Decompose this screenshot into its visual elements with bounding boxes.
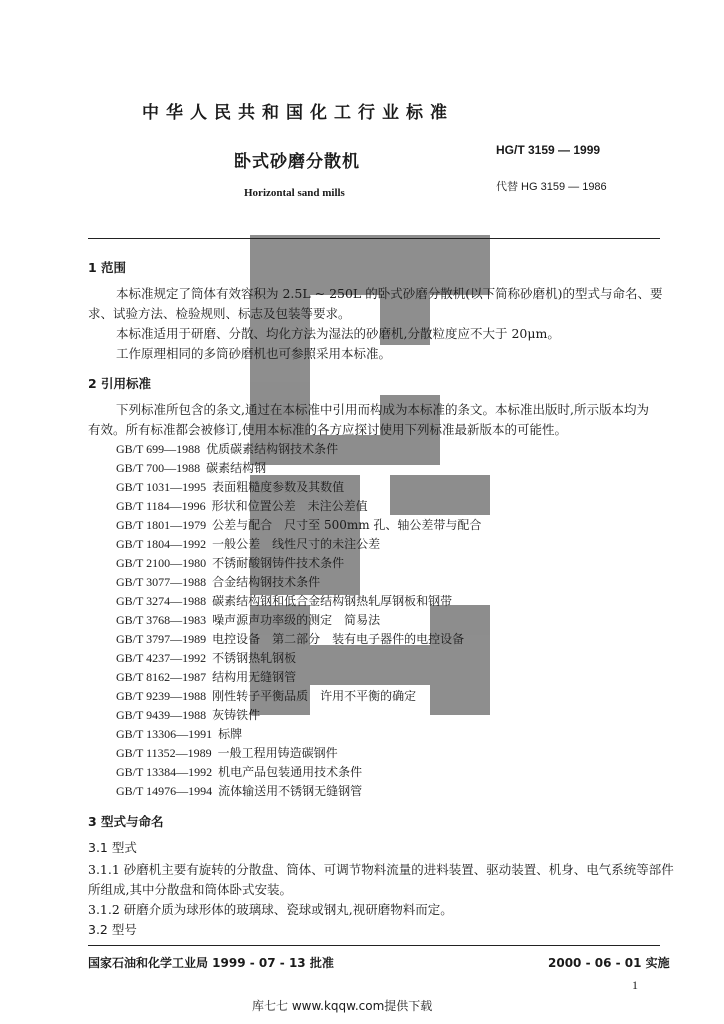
reference-code: GB/T 13384—1992: [116, 765, 213, 779]
reference-code: GB/T 699—1988: [116, 442, 201, 456]
reference-code: GB/T 3797—1989: [116, 632, 207, 646]
reference-item: [116, 554, 344, 571]
section-2-intro-b: 有效。所有标准都会被修订,使用本标准的各方应探讨使用下列标准最新版本的可能性。: [88, 422, 567, 437]
title-english: Horizontal sand mills: [244, 187, 345, 199]
section-2-intro-a: 下列标准所包含的条文,通过在本标准中引用而构成为本标准的条文。本标准出版时,所示版本均为: [116, 402, 649, 417]
reference-code: GB/T 3768—1983: [116, 613, 207, 627]
reference-title: 机电产品包装通用技术条件: [218, 765, 363, 779]
section-3-1-1b: 所组成,其中分散盘和筒体卧式安装。: [88, 882, 292, 897]
reference-title: 流体输送用不锈钢无缝钢管: [218, 784, 363, 798]
reference-item: [116, 725, 242, 742]
issuer-approval: 国家石油和化学工业局 1999 - 07 - 13 批准: [88, 956, 334, 970]
reference-code: GB/T 3274—1988: [116, 594, 207, 608]
reference-item: [116, 478, 344, 495]
reference-title: 不锈耐酸钢铸件技术条件: [212, 556, 345, 570]
section-1-para-3: 工作原理相同的多筒砂磨机也可参照采用本标准。: [116, 346, 392, 361]
reference-title: 电控设备 第二部分 装有电子器件的电控设备: [212, 632, 465, 646]
reference-title: 碳素结构钢和低合金结构钢热轧厚钢板和钢带: [212, 594, 453, 608]
reference-item: [116, 440, 338, 457]
reference-item: [116, 459, 266, 476]
section-2-heading: 2 引用标准: [88, 376, 152, 391]
reference-code: GB/T 2100—1980: [116, 556, 207, 570]
section-3-1-heading: 3.1 型式: [88, 840, 137, 855]
reference-item: [116, 706, 260, 723]
reference-code: GB/T 14976—1994: [116, 784, 213, 798]
reference-code: GB/T 3077—1988: [116, 575, 207, 589]
section-1-para-1a: 本标准规定了筒体有效容积为 2.5L ~ 250L 的卧式砂磨分散机(以下简称砂磨机)的型式与命名、要: [116, 286, 663, 301]
section-3-2-heading: 3.2 型号: [88, 922, 137, 937]
reference-title: 不锈钢热轧钢板: [212, 651, 297, 665]
section-3-1-2: 3.1.2 研磨介质为球形体的玻璃球、瓷球或钢丸,视研磨物料而定。: [88, 902, 453, 917]
reference-code: GB/T 13306—1991: [116, 727, 213, 741]
reference-item: [116, 516, 481, 533]
reference-title: 一般工程用铸造碳钢件: [217, 746, 338, 760]
reference-code: GB/T 1804—1992: [116, 537, 207, 551]
section-1-para-2: 本标准适用于研磨、分散、均化方法为湿法的砂磨机,分散粒度应不大于 20μm。: [116, 326, 560, 341]
reference-item: [116, 630, 464, 647]
reference-title: 灰铸铁件: [212, 708, 261, 722]
reference-item: [116, 497, 368, 514]
reference-code: GB/T 1801—1979: [116, 518, 207, 532]
reference-item: [116, 535, 380, 552]
reference-title: 标牌: [218, 727, 243, 741]
reference-title: 一般公差 线性尺寸的未注公差: [212, 537, 381, 551]
reference-code: GB/T 9239—1988: [116, 689, 207, 703]
reference-code: GB/T 8162—1987: [116, 670, 207, 684]
reference-item: [116, 763, 362, 780]
page-number: 1: [632, 978, 638, 992]
replaces-code: 代替 HG 3159 — 1986: [496, 181, 607, 193]
reference-code: GB/T 9439—1988: [116, 708, 207, 722]
section-3-1-1a: 3.1.1 砂磨机主要有旋转的分散盘、筒体、可调节物料流量的进料装置、驱动装置、机身、电气系统等部件: [88, 862, 674, 877]
reference-title: 优质碳素结构钢技术条件: [206, 442, 339, 456]
title-chinese: 卧式砂磨分散机: [234, 152, 360, 172]
reference-item: [116, 668, 296, 685]
reference-code: GB/T 1031—1995: [116, 480, 207, 494]
footer-divider: [88, 945, 660, 946]
reference-item: [116, 782, 362, 799]
reference-title: 形状和位置公差 未注公差值: [211, 499, 368, 513]
reference-code: GB/T 11352—1989: [116, 746, 212, 760]
reference-code: GB/T 700—1988: [116, 461, 201, 475]
reference-item: [116, 573, 320, 590]
reference-item: [116, 592, 452, 609]
reference-title: 表面粗糙度参数及其数值: [212, 480, 345, 494]
reference-title: 合金结构钢技术条件: [212, 575, 321, 589]
reference-title: 碳素结构钢: [206, 461, 267, 475]
standard-code: HG/T 3159 — 1999: [496, 143, 601, 157]
section-3-heading: 3 型式与命名: [88, 814, 164, 829]
section-1-heading: 1 范围: [88, 260, 127, 275]
reference-title: 公差与配合 尺寸至 500mm 孔、轴公差带与配合: [212, 518, 482, 532]
reference-title: 结构用无缝钢管: [212, 670, 297, 684]
reference-item: [116, 649, 296, 666]
reference-item: [116, 687, 416, 704]
reference-code: GB/T 1184—1996: [116, 499, 206, 513]
reference-item: [116, 744, 338, 761]
download-source-note: 库七七 www.kqqw.com提供下载: [252, 999, 433, 1013]
effective-date: 2000 - 06 - 01 实施: [548, 956, 670, 970]
reference-title: 噪声源声功率级的测定 简易法: [212, 613, 381, 627]
header-divider: [88, 238, 660, 239]
reference-title: 刚性转子平衡品质 许用不平衡的确定: [212, 689, 417, 703]
standard-type-heading: 中华人民共和国化工行业标准: [142, 103, 454, 123]
reference-code: GB/T 4237—1992: [116, 651, 207, 665]
reference-item: [116, 611, 380, 628]
section-1-para-1b: 求、试验方法、检验规则、标志及包装等要求。: [88, 306, 351, 321]
